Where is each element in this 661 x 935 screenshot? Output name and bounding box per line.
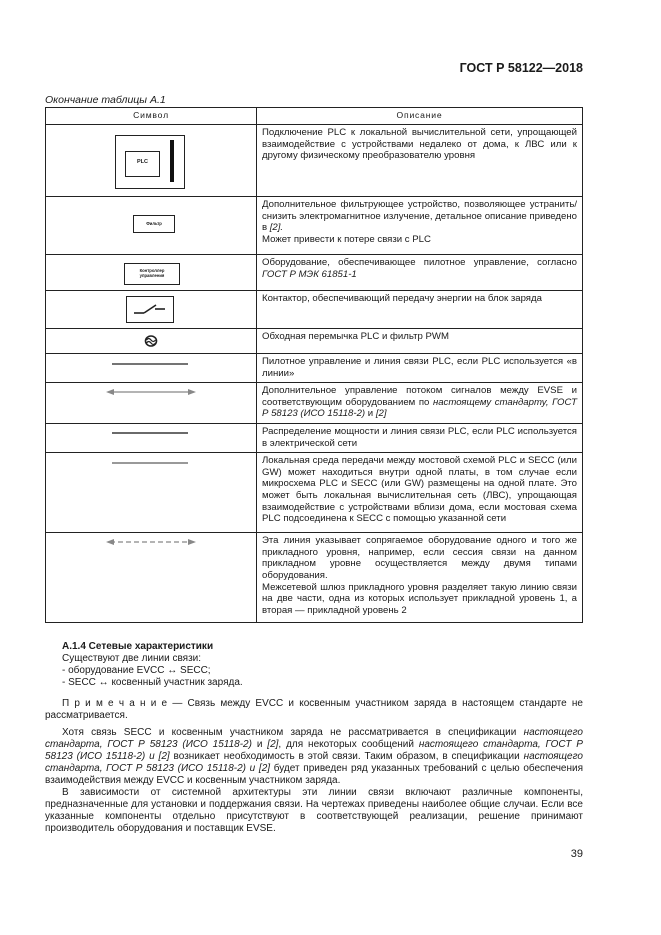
- section-title: А.1.4 Сетевые характеристики: [62, 641, 214, 652]
- paragraph: Хотя связь SECC и косвенным участником заряда не рассматривается в спецификации настоящего стандарта, ГОСТ Р 58123 (ИСО 15118-2) и [2], для некоторых сообщений настоящего стандарта, ГОСТ Р 58123 (ИСО 15118-2) и [2] возникает необходимость в этой связи. Таким образом, в спецификации настоящего стандарта, ГОСТ Р 58123 (ИСО 15118-2) и [2] будет приведен ряд указанных требований с целью обеспечения взаимодействия между EVCC и косвенным участником заряда.: [45, 727, 583, 786]
- symbol-cell: [46, 383, 257, 424]
- table-row: [46, 329, 583, 354]
- table-row: [46, 453, 583, 533]
- pilot-line-icon: [46, 354, 256, 382]
- description-cell: Оборудование, обеспечивающее пилотное управление, согласно ГОСТ Р МЭК 61851-1: [257, 255, 583, 291]
- description-cell: Пилотное управление и линия связи PLC, если PLC используется «в линии»: [257, 354, 583, 383]
- column-header-symbol: Символ: [46, 108, 257, 125]
- filter-label: Фильтр: [146, 221, 162, 226]
- table-row: [46, 383, 583, 424]
- description-cell: Эта линия указывает сопрягаемое оборудование одного и того же прикладного уровня, например, если сессия связи на данном прикладном уровне осуществляется между двумя типами оборудования. Межсетевой шлюз прикладного уровня разделяет такую линию связи на две части, одна из которых использует прикладной уровень 1, а вторая — прикладной уровень 2: [257, 533, 583, 623]
- symbol-cell: [46, 125, 257, 197]
- pilot-controller-symbol: [124, 263, 180, 285]
- table-header-row: [46, 108, 583, 125]
- description-cell: Дополнительное фильтрующее устройство, позволяющее устранить/снизить электромагнитное излучение, детальное описание приведено в [2]. Может привести к потере связи с PLC: [257, 197, 583, 255]
- list-item: - оборудование EVCC ↔ SECC;: [62, 665, 211, 676]
- table-caption: Окончание таблицы А.1: [45, 94, 166, 106]
- table-row: [46, 125, 583, 197]
- table-row: [46, 354, 583, 383]
- description-cell: Подключение PLC к локальной вычислительной сети, упрощающей взаимодействие с устройствами недалеко от дома, к ЛВС или к другому физическому преобразователю уровня: [257, 125, 583, 197]
- section-intro: Существуют две линии связи:: [62, 653, 202, 664]
- symbol-cell: [46, 354, 257, 383]
- document-number: ГОСТ Р 58122—2018: [459, 61, 583, 75]
- symbol-cell: [46, 255, 257, 291]
- table-row: [46, 255, 583, 291]
- description-cell: Обходная перемычка PLC и фильтр PWM: [257, 329, 583, 354]
- paragraph: В зависимости от системной архитектуры эти линии связи включают различные компоненты, предназначенные для установки и поддержания связи. На чертежах приведены наиболее общие случаи. Если все указанные компоненты отдельно присутствуют в соответствующей реализации, решение принимают производитель оборудования и поставщик EVSE.: [45, 787, 583, 834]
- bypass-filter-icon: [46, 329, 256, 354]
- filter-symbol: [133, 215, 175, 233]
- power-line-icon: [46, 424, 256, 452]
- symbol-cell: [46, 533, 257, 623]
- table-row: [46, 533, 583, 623]
- flow-control-arrow-icon: [46, 383, 256, 421]
- symbol-cell: [46, 423, 257, 452]
- list-item: - SECC ↔ косвенный участник заряда.: [62, 677, 243, 688]
- note-paragraph: П р и м е ч а н и е — Связь между EVCC и косвенным участником заряда в настоящем стандарте не рассматривается.: [45, 698, 583, 721]
- pilot-controller-label-1: Контроллер: [139, 268, 165, 273]
- contactor-switch-icon: [126, 296, 172, 321]
- table-row: [46, 423, 583, 452]
- description-cell: Дополнительное управление потоком сигналов между EVSE и соответствующим оборудованием по настоящему стандарту, ГОСТ Р 58123 (ИСО 15118-2) и [2]: [257, 383, 583, 424]
- table-row: [46, 291, 583, 329]
- description-cell: Локальная среда передачи между мостовой схемой PLC и SECC (или GW) может находиться внутри одной платы, в том случае если микросхема PLC и SECC (или GW) размещены на одной плате. Это может быть локальная вычислительная сеть (ЛВС), упрощающая взаимодействие с устройствами вблизи дома, если мостовая схема PLC подсоединена к SECC с помощью указанной сети: [257, 453, 583, 533]
- symbol-cell: [46, 453, 257, 533]
- table-row: [46, 197, 583, 255]
- note-label: П р и м е ч а н и е: [62, 698, 168, 709]
- plc-label: PLC: [137, 159, 148, 165]
- pilot-controller-label-2: управления: [139, 273, 165, 278]
- column-header-description: Описание: [257, 108, 583, 125]
- symbol-cell: [46, 291, 257, 329]
- application-layer-dashed-line-icon: [46, 533, 256, 623]
- description-cell: Контактор, обеспечивающий передачу энергии на блок заряда: [257, 291, 583, 329]
- section-network-characteristics: [62, 641, 243, 689]
- plc-symbol: [115, 135, 185, 189]
- local-medium-line-icon: [46, 453, 256, 533]
- symbols-table: [45, 107, 583, 623]
- symbol-cell: [46, 329, 257, 354]
- plc-bus-bar: [170, 140, 174, 182]
- contactor-symbol: [126, 296, 174, 323]
- page-number: 39: [570, 848, 583, 860]
- description-cell: Распределение мощности и линия связи PLC, если PLC используется в электрической сети: [257, 423, 583, 452]
- symbol-cell: [46, 197, 257, 255]
